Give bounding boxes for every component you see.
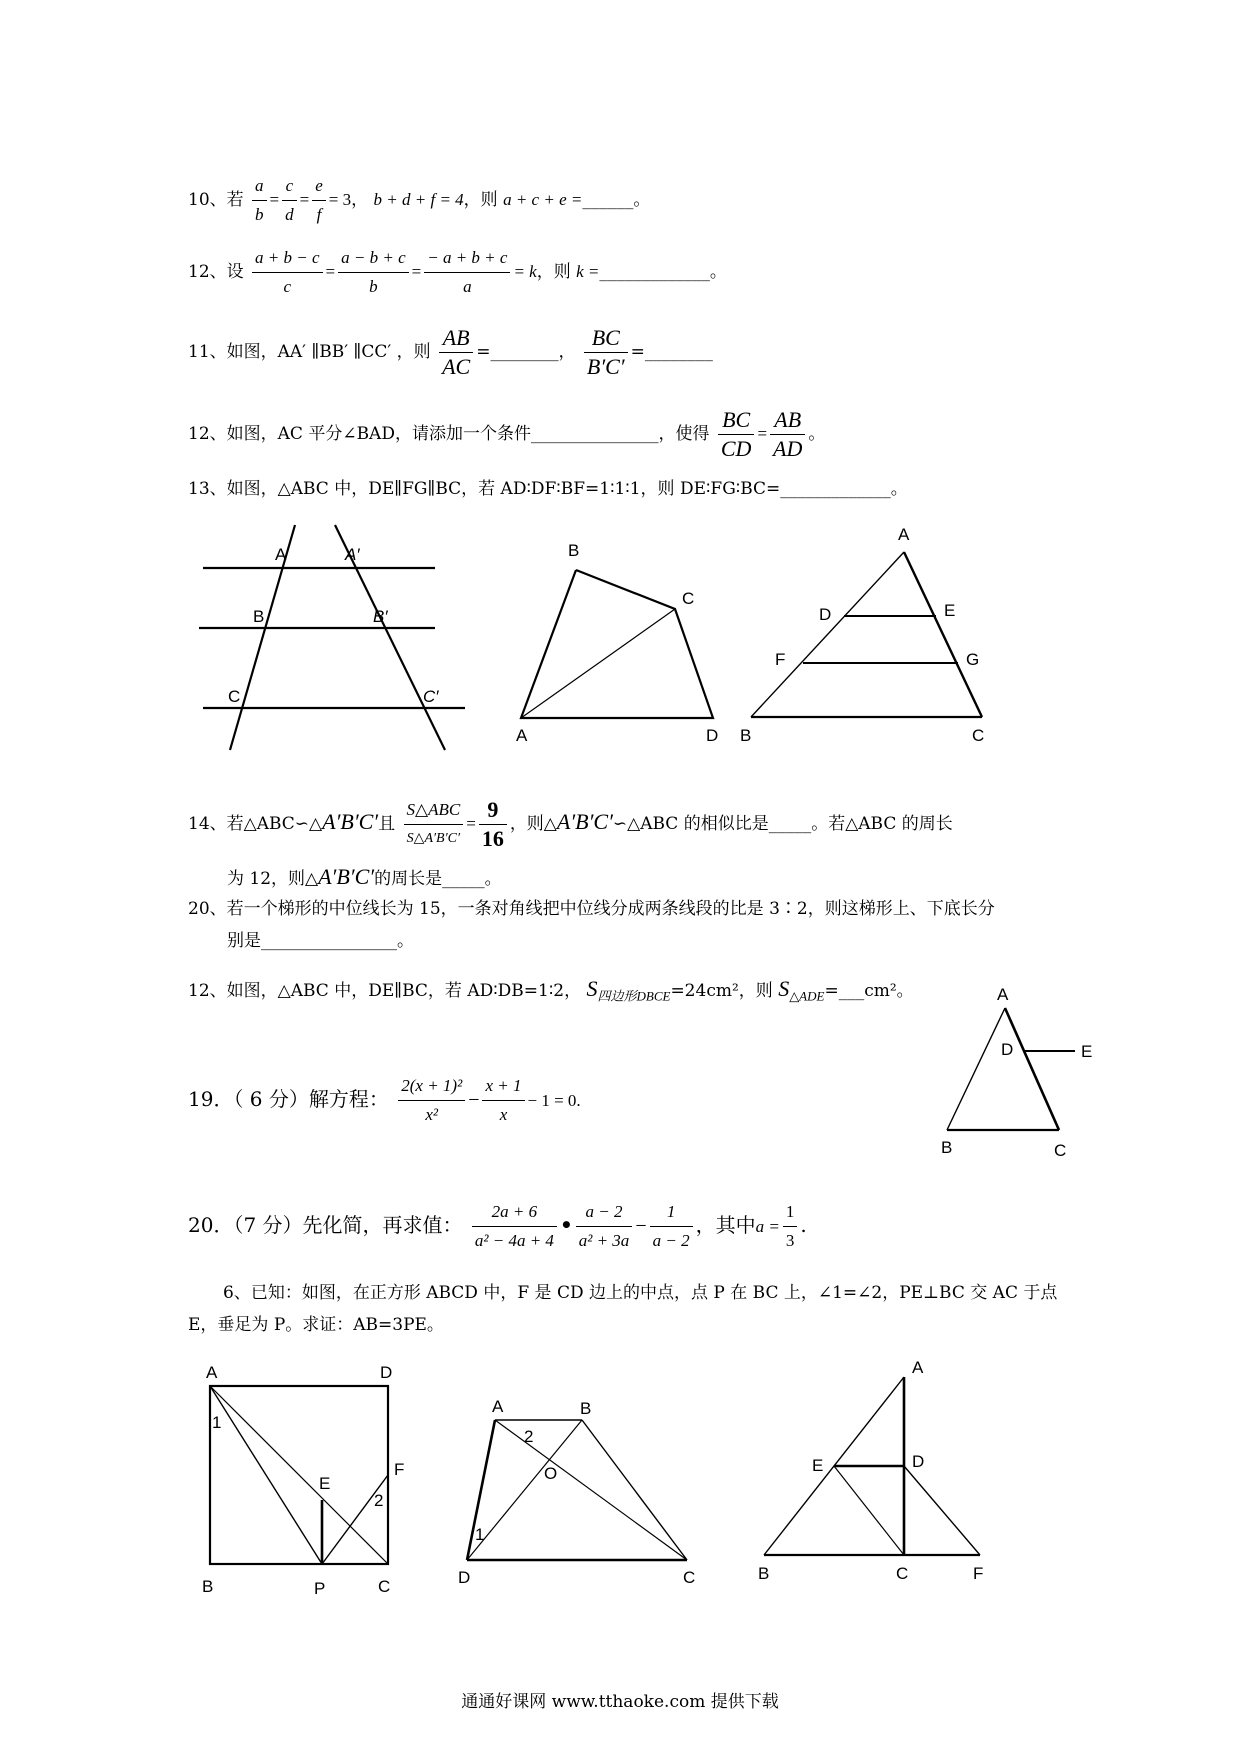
q12b-text: 12、如图，AC 平分∠BAD，请添加一个条件_______________，使得 — [188, 424, 710, 444]
question-20-trapezoid-line2 — [227, 930, 414, 952]
q14-triangle-3: A′B′C′ — [318, 864, 375, 889]
q20b-mid: ，其中 — [695, 1213, 756, 1237]
label-D: D — [819, 605, 832, 624]
label-D: D — [706, 726, 719, 745]
q12c-s2-sub: △ADE — [789, 988, 825, 1004]
label-C: C — [378, 1577, 391, 1596]
figure-parallel-lines — [195, 515, 475, 755]
q12a-frac-1: $\frac{a + b - c}{c}$ — [252, 244, 323, 301]
q12b-frac-1: $\frac{BC}{CD}$ — [718, 406, 755, 463]
q11-frac-1: $\frac{AB}{AC}$ — [439, 324, 473, 381]
q12a-eq-k: = k — [513, 262, 537, 281]
figure-triangle-three-lines — [740, 520, 1000, 755]
label-B: B — [202, 1577, 214, 1596]
question-20-simplify — [188, 1198, 807, 1255]
q12a-target: k = — [576, 262, 600, 281]
q12a-end: 。 — [709, 262, 727, 282]
question-14-line2 — [227, 866, 502, 890]
q20b-minus: − — [635, 1215, 647, 1237]
label-P: P — [314, 1579, 326, 1598]
figure-trapezoid — [452, 1390, 722, 1620]
q6-line1: 6、已知：如图，在正方形 ABCD 中，F 是 CD 边上的中点，点 P 在 BC 上，∠1=∠2，PE⊥BC 交 AC 于点 — [223, 1283, 1058, 1303]
q14-mid: ，则△ — [509, 814, 557, 834]
q19-frac-1: $\frac{\text{2(x + 1)²}}{\text{x²}}$ — [398, 1072, 465, 1129]
q12c-s1: S — [586, 976, 598, 1001]
label-G: G — [966, 650, 980, 669]
q20a-line1: 20、若一个梯形的中位线长为 15，一条对角线把中位线分成两条线段的比是 3∶2，则这梯形上、下底长分 — [188, 899, 995, 919]
q20b-dot: • — [559, 1213, 573, 1237]
question-12-area — [188, 978, 914, 1007]
q19-frac-2: $\frac{x + 1}{x}$ — [482, 1072, 524, 1129]
q11-blank-1: =________ — [476, 342, 559, 362]
question-12-ratio: 12、设 $\frac{a + b - c}{c}$ = $\frac{a - b + c}{b}$ = $\frac{- a + b + c}{a}$ = k，则 k =_____________。 — [188, 244, 727, 301]
q12c-end: =___cm²。 — [824, 981, 914, 1001]
label-A: A — [898, 525, 910, 544]
q14-line2-post: 的周长是_____。 — [374, 869, 502, 889]
q19-minus: − — [468, 1089, 480, 1111]
label-C: C — [228, 687, 241, 706]
label-D: D — [380, 1363, 393, 1382]
q20b-end: . — [800, 1213, 807, 1237]
q20b-var: a = — [755, 1217, 780, 1236]
question-19 — [188, 1072, 581, 1129]
figure-quadrilateral — [508, 525, 728, 745]
label-A: A — [997, 985, 1009, 1004]
label-E: E — [812, 1456, 824, 1475]
q10-target: a + c + e = — [503, 190, 583, 209]
figure-square — [198, 1360, 428, 1610]
question-13 — [188, 478, 908, 500]
label-2: 2 — [524, 1427, 534, 1446]
question-10: 10、若 $\frac{a}{b}$ = $\frac{c}{d}$ = $\frac{e}{f}$ = 3， b + d + f = 4，则 a + c + e =______。 — [188, 172, 650, 229]
question-6 — [223, 1282, 1057, 1304]
q14-line2-prefix: 为 12，则△ — [227, 869, 319, 889]
label-B: B — [758, 1564, 770, 1583]
q12a-frac-3: $\frac{- a + b + c}{a}$ — [424, 244, 510, 301]
question-12-bisector: 12、如图，AC 平分∠BAD，请添加一个条件_______________，使得 $\frac{BC}{CD}$ = $\frac{AB}{AD}$ 。 — [188, 407, 826, 461]
q12c-s2: S — [778, 976, 790, 1001]
q14-and: 且 — [378, 814, 396, 834]
label-C: C — [972, 726, 985, 745]
q11-text: 11、如图，AA′ ∥BB′ ∥CC′ ，则 — [188, 342, 431, 362]
label-B: B — [740, 726, 752, 745]
figure-triangle-right — [758, 1355, 1008, 1585]
q11-sep: ， — [558, 342, 576, 362]
label-C-prime: C′ — [423, 687, 439, 706]
q12c-s1-sub: 四边形DBCE — [597, 988, 671, 1004]
label-D: D — [912, 1452, 925, 1471]
label-C: C — [1054, 1141, 1067, 1160]
q11-frac-2: $\frac{BC}{B'C'}$ — [584, 324, 628, 381]
label-D: D — [458, 1568, 471, 1587]
q10-blank: ______ — [582, 190, 634, 210]
q20b-label: 20．（7 分）先化简，再求值： — [188, 1213, 463, 1237]
q10-frac-2: $\frac{c}{d}$ — [282, 172, 297, 229]
q10-eq-value: = 3 — [328, 190, 352, 209]
label-B: B — [568, 541, 580, 560]
label-1: 1 — [212, 1413, 222, 1432]
q14-post: ∽△ABC 的相似比是_____。若△ABC 的周长 — [612, 814, 953, 834]
question-14: 14、若△ABC∽△A′B′C′且 $\frac{\text{S△ABC}}{S\triangle A'B'C'}$ = $\frac{9}{16}$ ，则△A′B′C′∽△ABC 的相似比是_____。若△ABC 的周长 — [188, 797, 953, 851]
label-B-prime: B′ — [373, 607, 388, 626]
q12c-mid: =24cm²，则 — [670, 981, 773, 1001]
label-E: E — [1081, 1042, 1093, 1061]
label-1: 1 — [475, 1525, 485, 1544]
label-A: A — [912, 1358, 924, 1377]
q19-end: − 1 = 0. — [527, 1091, 581, 1110]
label-A: A — [206, 1363, 218, 1382]
q10-frac-1: $\frac{a}{b}$ — [252, 172, 267, 229]
label-A: A — [492, 1397, 504, 1416]
q14-prefix: 14、若△ABC∽△ — [188, 814, 323, 834]
q14-value: $\frac{9}{16}$ — [479, 796, 507, 853]
q6-line2: E，垂足为 P。求证：AB=3PE。 — [188, 1315, 444, 1335]
label-D: D — [1001, 1040, 1014, 1059]
label-B: B — [941, 1138, 953, 1157]
label-A-prime: A′ — [345, 545, 360, 564]
page-footer: 通通好课网 www.tthaoke.com 提供下载 — [461, 1692, 779, 1712]
q12b-end: 。 — [808, 424, 826, 444]
q20a-line2: 别是________________。 — [227, 931, 414, 951]
q14-triangle: A′B′C′ — [322, 809, 379, 834]
q12a-frac-2: $\frac{a - b + c}{b}$ — [338, 244, 409, 301]
q12a-number: 12、设 — [188, 262, 244, 282]
question-20-trapezoid — [188, 898, 995, 920]
label-C: C — [682, 589, 695, 608]
q20b-frac-2: $\frac{a - 2}{\text{a² + 3a}}$ — [576, 1198, 633, 1255]
label-A: A — [516, 726, 528, 745]
q10-number: 10、若 — [188, 190, 244, 210]
question-11 — [188, 324, 713, 381]
q10-then: ，则 — [463, 190, 498, 210]
label-B: B — [580, 1399, 592, 1418]
label-O: O — [544, 1464, 558, 1483]
q12a-then: ，则 — [536, 262, 571, 282]
label-F: F — [973, 1564, 984, 1583]
q10-condition: b + d + f = 4 — [373, 190, 464, 209]
q14-area-ratio: $\frac{\text{S△ABC}}{S\triangle A'B'C'}$ — [404, 796, 464, 853]
q10-frac-3: $\frac{e}{f}$ — [312, 172, 326, 229]
label-B: B — [253, 607, 265, 626]
label-F: F — [775, 650, 786, 669]
q20b-frac-1: $\frac{2a + 6}{\text{a² − 4a + 4}}$ — [472, 1198, 557, 1255]
label-E: E — [319, 1474, 331, 1493]
q10-end: 。 — [633, 190, 651, 210]
question-6-line2 — [188, 1314, 444, 1336]
q12a-blank: _____________ — [599, 262, 710, 282]
label-C: C — [683, 1568, 696, 1587]
label-E: E — [944, 601, 956, 620]
figure-triangle-de — [935, 980, 1135, 1170]
q19-label: 19．（ 6 分）解方程： — [188, 1087, 389, 1111]
q13-text: 13、如图，△ABC 中，DE∥FG∥BC，若 AD∶DF∶BF=1∶1∶1，则 DE∶FG∶BC=_____________。 — [188, 479, 908, 499]
q14-triangle-2: A′B′C′ — [556, 809, 613, 834]
label-A: A — [275, 545, 287, 564]
q12b-frac-2: $\frac{AB}{AD}$ — [770, 406, 805, 463]
q20b-frac-3: $\frac{1}{a - 2}$ — [650, 1198, 693, 1255]
label-C: C — [896, 1564, 909, 1583]
label-F: F — [394, 1460, 405, 1479]
label-2: 2 — [374, 1491, 384, 1510]
q20b-value: $\frac{1}{3}$ — [783, 1198, 798, 1255]
q12c-text: 12、如图，△ABC 中，DE∥BC，若 AD∶DB=1∶2， — [188, 981, 582, 1001]
q11-blank-2: =________ — [630, 342, 713, 362]
